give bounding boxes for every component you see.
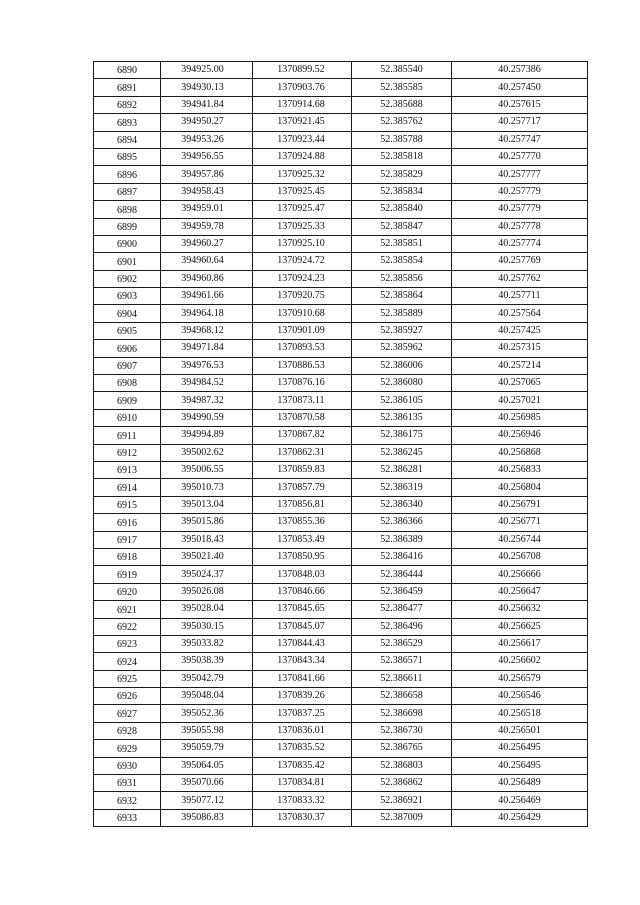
- x-coordinate-cell: 394959.78: [161, 218, 253, 235]
- x-coordinate-cell: 395077.12: [161, 792, 253, 809]
- table-row: [94, 62, 588, 79]
- latitude-cell: 52.386444: [352, 566, 452, 583]
- latitude-cell: 52.385829: [352, 166, 452, 183]
- point-number-cell: 6900: [94, 235, 161, 252]
- x-coordinate-cell: 394960.27: [161, 235, 253, 252]
- y-coordinate-cell: 1370924.88: [253, 148, 352, 165]
- point-number-cell: 6925: [94, 670, 161, 687]
- latitude-cell: 52.385688: [352, 96, 452, 113]
- longitude-cell: 40.256647: [452, 583, 588, 600]
- latitude-cell: 52.385854: [352, 253, 452, 270]
- y-coordinate-cell: 1370857.79: [253, 479, 352, 496]
- point-number-cell: 6891: [94, 79, 161, 96]
- y-coordinate-cell: 1370870.58: [253, 409, 352, 426]
- longitude-cell: 40.256946: [452, 427, 588, 444]
- point-number-cell: 6904: [94, 305, 161, 322]
- x-coordinate-cell: 394957.86: [161, 166, 253, 183]
- point-number-cell: 6917: [94, 531, 161, 548]
- x-coordinate-cell: 394984.52: [161, 375, 253, 392]
- y-coordinate-cell: 1370886.53: [253, 357, 352, 374]
- latitude-cell: 52.386135: [352, 409, 452, 426]
- table-row: [94, 601, 588, 618]
- table-row: [94, 305, 588, 322]
- x-coordinate-cell: 394987.32: [161, 392, 253, 409]
- latitude-cell: 52.385864: [352, 288, 452, 305]
- point-number-cell: 6927: [94, 705, 161, 722]
- table-row: [94, 392, 588, 409]
- table-row: [94, 218, 588, 235]
- table-row: [94, 148, 588, 165]
- point-number-cell: 6928: [94, 722, 161, 739]
- x-coordinate-cell: 394990.59: [161, 409, 253, 426]
- coordinates-table: [93, 61, 588, 827]
- table-row: [94, 166, 588, 183]
- longitude-cell: 40.257021: [452, 392, 588, 409]
- longitude-cell: 40.256708: [452, 548, 588, 565]
- y-coordinate-cell: 1370873.11: [253, 392, 352, 409]
- x-coordinate-cell: 395028.04: [161, 601, 253, 618]
- x-coordinate-cell: 394968.12: [161, 322, 253, 339]
- latitude-cell: 52.386571: [352, 653, 452, 670]
- x-coordinate-cell: 394925.00: [161, 62, 253, 79]
- latitude-cell: 52.386281: [352, 461, 452, 478]
- point-number-cell: 6898: [94, 201, 161, 218]
- latitude-cell: 52.385889: [352, 305, 452, 322]
- point-number-cell: 6923: [94, 635, 161, 652]
- y-coordinate-cell: 1370836.01: [253, 722, 352, 739]
- x-coordinate-cell: 395026.08: [161, 583, 253, 600]
- x-coordinate-cell: 394941.84: [161, 96, 253, 113]
- table-row: [94, 322, 588, 339]
- longitude-cell: 40.256495: [452, 740, 588, 757]
- table-row: [94, 375, 588, 392]
- x-coordinate-cell: 395010.73: [161, 479, 253, 496]
- latitude-cell: 52.386366: [352, 514, 452, 531]
- point-number-cell: 6912: [94, 444, 161, 461]
- longitude-cell: 40.257779: [452, 183, 588, 200]
- x-coordinate-cell: 394950.27: [161, 114, 253, 131]
- longitude-cell: 40.256469: [452, 792, 588, 809]
- x-coordinate-cell: 395052.36: [161, 705, 253, 722]
- point-number-cell: 6897: [94, 183, 161, 200]
- table-row: [94, 131, 588, 148]
- y-coordinate-cell: 1370924.72: [253, 253, 352, 270]
- x-coordinate-cell: 394958.43: [161, 183, 253, 200]
- table-row: [94, 809, 588, 826]
- table-row: [94, 409, 588, 426]
- latitude-cell: 52.386477: [352, 601, 452, 618]
- table-row: [94, 566, 588, 583]
- latitude-cell: 52.385540: [352, 62, 452, 79]
- point-number-cell: 6895: [94, 148, 161, 165]
- longitude-cell: 40.256791: [452, 496, 588, 513]
- table-row: [94, 688, 588, 705]
- x-coordinate-cell: 394994.89: [161, 427, 253, 444]
- point-number-cell: 6929: [94, 740, 161, 757]
- table-row: [94, 461, 588, 478]
- latitude-cell: 52.385834: [352, 183, 452, 200]
- latitude-cell: 52.385585: [352, 79, 452, 96]
- x-coordinate-cell: 395042.79: [161, 670, 253, 687]
- latitude-cell: 52.386105: [352, 392, 452, 409]
- table-row: [94, 583, 588, 600]
- longitude-cell: 40.256602: [452, 653, 588, 670]
- table-row: [94, 79, 588, 96]
- latitude-cell: 52.386698: [352, 705, 452, 722]
- point-number-cell: 6903: [94, 288, 161, 305]
- table-row: [94, 531, 588, 548]
- latitude-cell: 52.386080: [352, 375, 452, 392]
- x-coordinate-cell: 394959.01: [161, 201, 253, 218]
- point-number-cell: 6899: [94, 218, 161, 235]
- point-number-cell: 6892: [94, 96, 161, 113]
- longitude-cell: 40.256744: [452, 531, 588, 548]
- x-coordinate-cell: 394971.84: [161, 340, 253, 357]
- point-number-cell: 6930: [94, 757, 161, 774]
- longitude-cell: 40.257770: [452, 148, 588, 165]
- longitude-cell: 40.256501: [452, 722, 588, 739]
- latitude-cell: 52.385840: [352, 201, 452, 218]
- x-coordinate-cell: 394961.66: [161, 288, 253, 305]
- point-number-cell: 6924: [94, 653, 161, 670]
- y-coordinate-cell: 1370925.32: [253, 166, 352, 183]
- table-row: [94, 444, 588, 461]
- longitude-cell: 40.257425: [452, 322, 588, 339]
- latitude-cell: 52.386921: [352, 792, 452, 809]
- y-coordinate-cell: 1370920.75: [253, 288, 352, 305]
- latitude-cell: 52.386389: [352, 531, 452, 548]
- longitude-cell: 40.256579: [452, 670, 588, 687]
- longitude-cell: 40.256518: [452, 705, 588, 722]
- y-coordinate-cell: 1370844.43: [253, 635, 352, 652]
- latitude-cell: 52.386006: [352, 357, 452, 374]
- point-number-cell: 6894: [94, 131, 161, 148]
- table-row: [94, 235, 588, 252]
- longitude-cell: 40.256546: [452, 688, 588, 705]
- longitude-cell: 40.256985: [452, 409, 588, 426]
- point-number-cell: 6908: [94, 375, 161, 392]
- table-row: [94, 618, 588, 635]
- x-coordinate-cell: 394964.18: [161, 305, 253, 322]
- x-coordinate-cell: 395070.66: [161, 775, 253, 792]
- point-number-cell: 6933: [94, 809, 161, 826]
- longitude-cell: 40.256495: [452, 757, 588, 774]
- y-coordinate-cell: 1370853.49: [253, 531, 352, 548]
- table-row: [94, 514, 588, 531]
- longitude-cell: 40.257777: [452, 166, 588, 183]
- latitude-cell: 52.386803: [352, 757, 452, 774]
- latitude-cell: 52.385818: [352, 148, 452, 165]
- x-coordinate-cell: 394953.26: [161, 131, 253, 148]
- longitude-cell: 40.257774: [452, 235, 588, 252]
- latitude-cell: 52.386611: [352, 670, 452, 687]
- y-coordinate-cell: 1370867.82: [253, 427, 352, 444]
- table-row: [94, 548, 588, 565]
- longitude-cell: 40.257386: [452, 62, 588, 79]
- table-row: [94, 740, 588, 757]
- point-number-cell: 6931: [94, 775, 161, 792]
- latitude-cell: 52.386319: [352, 479, 452, 496]
- latitude-cell: 52.386658: [352, 688, 452, 705]
- x-coordinate-cell: 395024.37: [161, 566, 253, 583]
- x-coordinate-cell: 395006.55: [161, 461, 253, 478]
- latitude-cell: 52.385927: [352, 322, 452, 339]
- table-row: [94, 253, 588, 270]
- longitude-cell: 40.257450: [452, 79, 588, 96]
- y-coordinate-cell: 1370835.52: [253, 740, 352, 757]
- y-coordinate-cell: 1370837.25: [253, 705, 352, 722]
- y-coordinate-cell: 1370903.76: [253, 79, 352, 96]
- point-number-cell: 6896: [94, 166, 161, 183]
- y-coordinate-cell: 1370876.16: [253, 375, 352, 392]
- y-coordinate-cell: 1370925.47: [253, 201, 352, 218]
- longitude-cell: 40.256632: [452, 601, 588, 618]
- table-row: [94, 183, 588, 200]
- longitude-cell: 40.257564: [452, 305, 588, 322]
- table-row: [94, 288, 588, 305]
- y-coordinate-cell: 1370850.95: [253, 548, 352, 565]
- coordinates-table-body: [94, 62, 588, 827]
- table-row: [94, 757, 588, 774]
- x-coordinate-cell: 395030.15: [161, 618, 253, 635]
- x-coordinate-cell: 394930.13: [161, 79, 253, 96]
- table-row: [94, 479, 588, 496]
- table-row: [94, 705, 588, 722]
- longitude-cell: 40.256489: [452, 775, 588, 792]
- point-number-cell: 6893: [94, 114, 161, 131]
- y-coordinate-cell: 1370925.33: [253, 218, 352, 235]
- x-coordinate-cell: 395059.79: [161, 740, 253, 757]
- x-coordinate-cell: 395055.98: [161, 722, 253, 739]
- y-coordinate-cell: 1370846.66: [253, 583, 352, 600]
- y-coordinate-cell: 1370839.26: [253, 688, 352, 705]
- longitude-cell: 40.257779: [452, 201, 588, 218]
- longitude-cell: 40.256625: [452, 618, 588, 635]
- latitude-cell: 52.386529: [352, 635, 452, 652]
- x-coordinate-cell: 395015.86: [161, 514, 253, 531]
- latitude-cell: 52.386175: [352, 427, 452, 444]
- point-number-cell: 6901: [94, 253, 161, 270]
- y-coordinate-cell: 1370899.52: [253, 62, 352, 79]
- y-coordinate-cell: 1370843.34: [253, 653, 352, 670]
- table-row: [94, 635, 588, 652]
- y-coordinate-cell: 1370914.68: [253, 96, 352, 113]
- table-row: [94, 722, 588, 739]
- longitude-cell: 40.257615: [452, 96, 588, 113]
- latitude-cell: 52.386730: [352, 722, 452, 739]
- point-number-cell: 6902: [94, 270, 161, 287]
- longitude-cell: 40.257747: [452, 131, 588, 148]
- longitude-cell: 40.256804: [452, 479, 588, 496]
- y-coordinate-cell: 1370841.66: [253, 670, 352, 687]
- longitude-cell: 40.256833: [452, 461, 588, 478]
- y-coordinate-cell: 1370921.45: [253, 114, 352, 131]
- x-coordinate-cell: 394956.55: [161, 148, 253, 165]
- longitude-cell: 40.257315: [452, 340, 588, 357]
- point-number-cell: 6906: [94, 340, 161, 357]
- x-coordinate-cell: 395013.04: [161, 496, 253, 513]
- latitude-cell: 52.385762: [352, 114, 452, 131]
- point-number-cell: 6921: [94, 601, 161, 618]
- table-row: [94, 775, 588, 792]
- y-coordinate-cell: 1370923.44: [253, 131, 352, 148]
- point-number-cell: 6905: [94, 322, 161, 339]
- y-coordinate-cell: 1370925.10: [253, 235, 352, 252]
- y-coordinate-cell: 1370862.31: [253, 444, 352, 461]
- table-row: [94, 96, 588, 113]
- y-coordinate-cell: 1370855.36: [253, 514, 352, 531]
- point-number-cell: 6913: [94, 461, 161, 478]
- table-row: [94, 340, 588, 357]
- x-coordinate-cell: 395038.39: [161, 653, 253, 670]
- latitude-cell: 52.385856: [352, 270, 452, 287]
- point-number-cell: 6910: [94, 409, 161, 426]
- y-coordinate-cell: 1370924.23: [253, 270, 352, 287]
- x-coordinate-cell: 395018.43: [161, 531, 253, 548]
- point-number-cell: 6916: [94, 514, 161, 531]
- point-number-cell: 6926: [94, 688, 161, 705]
- table-row: [94, 270, 588, 287]
- latitude-cell: 52.385962: [352, 340, 452, 357]
- table-row: [94, 653, 588, 670]
- x-coordinate-cell: 395064.05: [161, 757, 253, 774]
- table-row: [94, 201, 588, 218]
- longitude-cell: 40.257769: [452, 253, 588, 270]
- latitude-cell: 52.386496: [352, 618, 452, 635]
- latitude-cell: 52.385847: [352, 218, 452, 235]
- table-row: [94, 496, 588, 513]
- y-coordinate-cell: 1370859.83: [253, 461, 352, 478]
- table-row: [94, 427, 588, 444]
- longitude-cell: 40.257717: [452, 114, 588, 131]
- latitude-cell: 52.386416: [352, 548, 452, 565]
- point-number-cell: 6907: [94, 357, 161, 374]
- table-row: [94, 357, 588, 374]
- x-coordinate-cell: 395048.04: [161, 688, 253, 705]
- x-coordinate-cell: 395086.83: [161, 809, 253, 826]
- y-coordinate-cell: 1370833.32: [253, 792, 352, 809]
- y-coordinate-cell: 1370893.53: [253, 340, 352, 357]
- point-number-cell: 6920: [94, 583, 161, 600]
- longitude-cell: 40.257762: [452, 270, 588, 287]
- x-coordinate-cell: 394976.53: [161, 357, 253, 374]
- point-number-cell: 6911: [94, 427, 161, 444]
- longitude-cell: 40.257214: [452, 357, 588, 374]
- latitude-cell: 52.385788: [352, 131, 452, 148]
- latitude-cell: 52.386459: [352, 583, 452, 600]
- x-coordinate-cell: 395033.82: [161, 635, 253, 652]
- longitude-cell: 40.256771: [452, 514, 588, 531]
- y-coordinate-cell: 1370845.65: [253, 601, 352, 618]
- y-coordinate-cell: 1370845.07: [253, 618, 352, 635]
- point-number-cell: 6918: [94, 548, 161, 565]
- point-number-cell: 6919: [94, 566, 161, 583]
- x-coordinate-cell: 395002.62: [161, 444, 253, 461]
- longitude-cell: 40.256617: [452, 635, 588, 652]
- y-coordinate-cell: 1370925.45: [253, 183, 352, 200]
- latitude-cell: 52.386245: [352, 444, 452, 461]
- table-row: [94, 792, 588, 809]
- y-coordinate-cell: 1370834.81: [253, 775, 352, 792]
- point-number-cell: 6914: [94, 479, 161, 496]
- longitude-cell: 40.256666: [452, 566, 588, 583]
- point-number-cell: 6922: [94, 618, 161, 635]
- y-coordinate-cell: 1370848.03: [253, 566, 352, 583]
- longitude-cell: 40.257065: [452, 375, 588, 392]
- point-number-cell: 6915: [94, 496, 161, 513]
- point-number-cell: 6932: [94, 792, 161, 809]
- longitude-cell: 40.257778: [452, 218, 588, 235]
- x-coordinate-cell: 395021.40: [161, 548, 253, 565]
- table-row: [94, 114, 588, 131]
- x-coordinate-cell: 394960.64: [161, 253, 253, 270]
- y-coordinate-cell: 1370835.42: [253, 757, 352, 774]
- latitude-cell: 52.387009: [352, 809, 452, 826]
- y-coordinate-cell: 1370901.09: [253, 322, 352, 339]
- y-coordinate-cell: 1370910.68: [253, 305, 352, 322]
- longitude-cell: 40.256868: [452, 444, 588, 461]
- latitude-cell: 52.386765: [352, 740, 452, 757]
- y-coordinate-cell: 1370830.37: [253, 809, 352, 826]
- point-number-cell: 6890: [94, 62, 161, 79]
- latitude-cell: 52.386862: [352, 775, 452, 792]
- point-number-cell: 6909: [94, 392, 161, 409]
- longitude-cell: 40.257711: [452, 288, 588, 305]
- table-row: [94, 670, 588, 687]
- latitude-cell: 52.385851: [352, 235, 452, 252]
- y-coordinate-cell: 1370856.81: [253, 496, 352, 513]
- latitude-cell: 52.386340: [352, 496, 452, 513]
- x-coordinate-cell: 394960.86: [161, 270, 253, 287]
- longitude-cell: 40.256429: [452, 809, 588, 826]
